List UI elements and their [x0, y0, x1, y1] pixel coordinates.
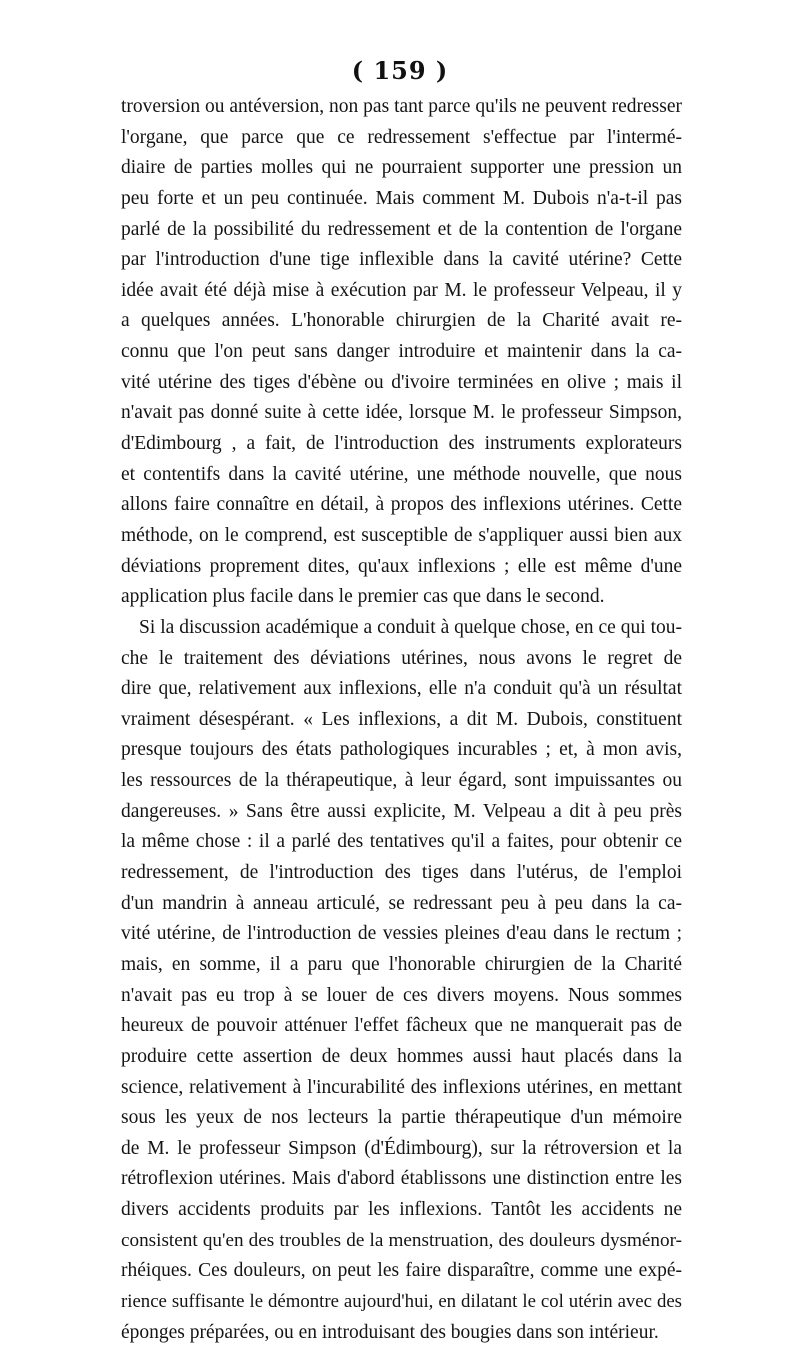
text-line: science, relativement à l'incurabilité des inflexions utérines, en mettant [121, 1076, 682, 1098]
text-line: la même chose : il a parlé des tentatives qu'il a faites, pour obtenir ce [121, 831, 682, 853]
text-line: méthode, on le comprend, est susceptible de s'appliquer aussi bien aux [121, 524, 682, 546]
text-line: parlé de la possibilité du redressement et de la contention de l'organe [121, 218, 682, 240]
text-line: consistent qu'en des troubles de la menstruation, des douleurs dysménor- [121, 1229, 682, 1251]
text-line: mais, en somme, il a paru que l'honorable chirurgien de la Charité [121, 953, 682, 975]
text-line: rhéiques. Ces douleurs, on peut les faire disparaître, comme une expé- [121, 1260, 682, 1282]
text-line: n'avait pas eu trop à se louer de ces divers moyens. Nous sommes [121, 984, 682, 1006]
text-line: par l'introduction d'une tige inflexible dans la cavité utérine? Cette [121, 249, 682, 271]
text-line: diaire de parties molles qui ne pourraient supporter une pression un [121, 157, 682, 179]
text-line: n'avait pas donné suite à cette idée, lorsque M. le professeur Simpson, [121, 402, 682, 424]
text-line: dangereuses. » Sans être aussi explicite, M. Velpeau a dit à peu près [121, 800, 682, 822]
text-line: peu forte et un peu continuée. Mais comment M. Dubois n'a-t-il pas [121, 187, 682, 209]
text-line: idée avait été déjà mise à exécution par M. le professeur Velpeau, il y [121, 279, 682, 301]
text-line: application plus facile dans le premier cas que dans le second. [121, 586, 605, 608]
text-line: vité utérine des tiges d'ébène ou d'ivoire terminées en olive ; mais il [121, 371, 682, 393]
text-line: de M. le professeur Simpson (d'Édimbourg), sur la rétroversion et la [121, 1137, 682, 1159]
text-line: éponges préparées, ou en introduisant des bougies dans son intérieur. [121, 1321, 659, 1343]
text-line: vraiment désespérant. « Les inflexions, a dit M. Dubois, constituent [121, 708, 682, 730]
text-line: redressement, de l'introduction des tiges dans l'utérus, de l'emploi [121, 862, 682, 884]
text-line: déviations proprement dites, qu'aux inflexions ; elle est même d'une [121, 555, 682, 577]
text-line: dire que, relativement aux inflexions, elle n'a conduit qu'à un résultat [121, 678, 682, 700]
text-line: divers accidents produits par les inflexions. Tantôt les accidents ne [121, 1199, 682, 1221]
text-line: sous les yeux de nos lecteurs la partie thérapeutique d'un mémoire [121, 1107, 682, 1129]
text-line: allons faire connaître en détail, à propos des inflexions utérines. Cette [121, 494, 682, 516]
text-line: Si la discussion académique a conduit à quelque chose, en ce qui tou- [139, 616, 682, 638]
text-line: les ressources de la thérapeutique, à leur égard, sont impuissantes ou [121, 770, 682, 792]
text-line: connu que l'on peut sans danger introduire et maintenir dans la ca- [121, 341, 682, 363]
text-line: et contentifs dans la cavité utérine, une méthode nouvelle, que nous [121, 463, 682, 485]
text-line: d'Edimbourg , a fait, de l'introduction des instruments explorateurs [121, 433, 682, 455]
text-line: vité utérine, de l'introduction de vessies pleines d'eau dans le rectum ; [121, 923, 682, 945]
text-line: che le traitement des déviations utérines, nous avons le regret de [121, 647, 682, 669]
paragraph-1 [121, 92, 682, 613]
body-text [121, 92, 682, 1348]
text-line: rience suffisante le démontre aujourd'hui, en dilatant le col utérin avec des [121, 1290, 682, 1312]
text-line: presque toujours des états pathologiques incurables ; et, à mon avis, [121, 739, 682, 761]
paragraph-2 [121, 613, 682, 1348]
page-number: ( 159 ) [351, 56, 449, 85]
text-line: troversion ou antéversion, non pas tant parce qu'ils ne peuvent redresser [121, 96, 682, 117]
text-line: d'un mandrin à anneau articulé, se redressant peu à peu dans la ca- [121, 892, 682, 914]
text-line: a quelques années. L'honorable chirurgien de la Charité avait re- [121, 310, 682, 332]
text-line: heureux de pouvoir atténuer l'effet fâcheux que ne manquerait pas de [121, 1015, 682, 1037]
text-line: rétroflexion utérines. Mais d'abord établissons une distinction entre les [121, 1168, 682, 1190]
text-line: l'organe, que parce que ce redressement s'effectue par l'intermé- [121, 126, 682, 148]
text-line: produire cette assertion de deux hommes aussi haut placés dans la [121, 1045, 682, 1067]
